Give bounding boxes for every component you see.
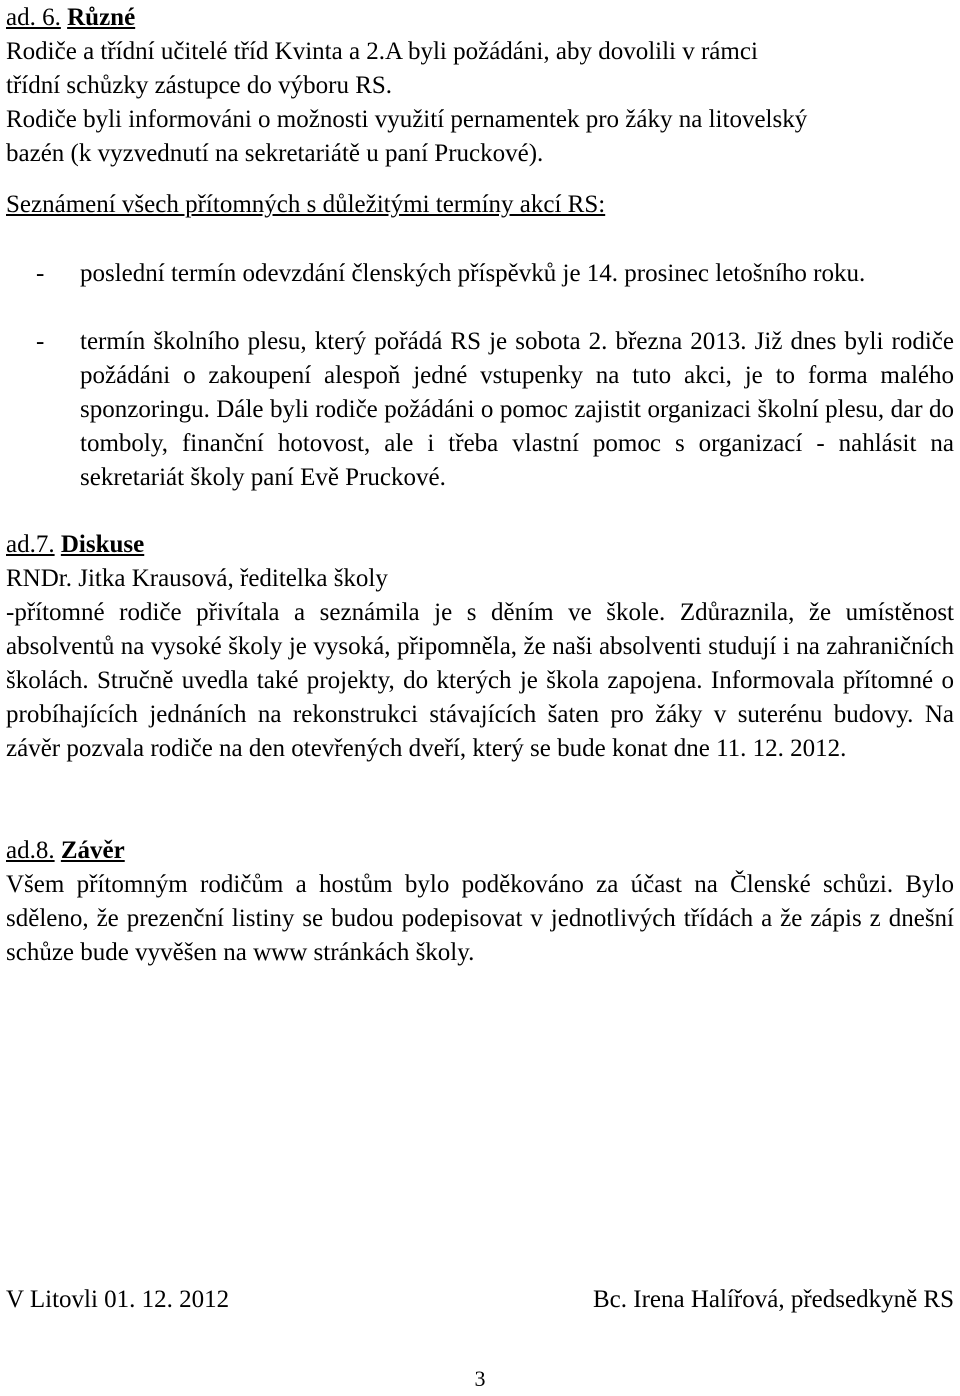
section-7-speaker: RNDr. Jitka Krausová, ředitelka školy <box>6 565 388 592</box>
page-number: 3 <box>474 1366 486 1391</box>
section-6-line-2a: Rodiče byli informováni o možnosti využití pernamentek pro žáky na litovelský <box>6 106 808 133</box>
section-6-title: Různé <box>67 4 136 31</box>
document-page <box>6 0 954 970</box>
section-6-line-2b: bazén (k vyzvednutí na sekretariátě u paní Pruckové). <box>6 140 544 167</box>
section-8-number: ad.8. <box>6 837 55 864</box>
events-heading: Seznámení všech přítomných s důležitými termíny akcí RS: <box>6 191 606 218</box>
section-7-text: -přítomné rodiče přivítala a seznámila je s děním ve škole. Zdůraznila, že umístěnost absolventů na vysoké školy je vysoká, připomněla, že naši absolventi studují i na zahraničních školách. Stručně uvedla také projekty, do kterých je škola zapojena. Informovala přítomné o probíhajících jednáních na rekonstrukci stávajících šaten pro žáky v suterénu budovy. Na závěr pozvala rodiče na den otevřených dveří, který se bude konat dne 11. 12. 2012. <box>6 599 954 762</box>
section-8-text: Všem přítomným rodičům a hostům bylo poděkováno za účast na Členské schůzi. Bylo sděleno, že prezenční listiny se budou podepisovat v jednotlivých třídách a že zápis z dnešní schůze bude vyvěšen na www stránkách školy. <box>6 871 954 966</box>
list-dash: - <box>36 328 45 355</box>
section-8-heading <box>6 834 954 868</box>
event-item-text: poslední termín odevzdání členských příspěvků je 14. prosinec letošního roku. <box>80 260 866 287</box>
section-7-number: ad.7. <box>6 531 55 558</box>
event-item-text: termín školního plesu, který pořádá RS je sobota 2. března 2013. Již dnes byli rodiče požádáni o zakoupení alespoň jedné vstupenky na tuto akci, je to forma malého sponzoringu. Dále byli rodiče požádáni o pomoc zajistit organizaci školní plesu, dar do tomboly, finanční hotovost, ale i třeba vlastní pomoc s organizací - nahlásit na sekretariát školy paní Evě Pruckové. <box>80 328 954 491</box>
place-date: V Litovli 01. 12. 2012 <box>6 1286 230 1313</box>
section-6-heading <box>6 1 954 35</box>
section-7-heading <box>6 528 954 562</box>
event-item-ball <box>6 325 954 495</box>
section-6-line-1a: Rodiče a třídní učitelé tříd Kvinta a 2.A byli požádáni, aby dovolili v rámci <box>6 38 758 65</box>
section-7-title: Diskuse <box>60 531 145 558</box>
event-item-membership <box>6 257 954 291</box>
signature-line <box>0 1283 960 1317</box>
signer: Bc. Irena Halířová, předsedkyně RS <box>593 1286 954 1313</box>
section-8-title: Závěr <box>60 837 125 864</box>
section-6-number: ad. 6. <box>6 4 61 31</box>
list-dash: - <box>36 260 45 287</box>
section-6-line-1b: třídní schůzky zástupce do výboru RS. <box>6 72 393 99</box>
